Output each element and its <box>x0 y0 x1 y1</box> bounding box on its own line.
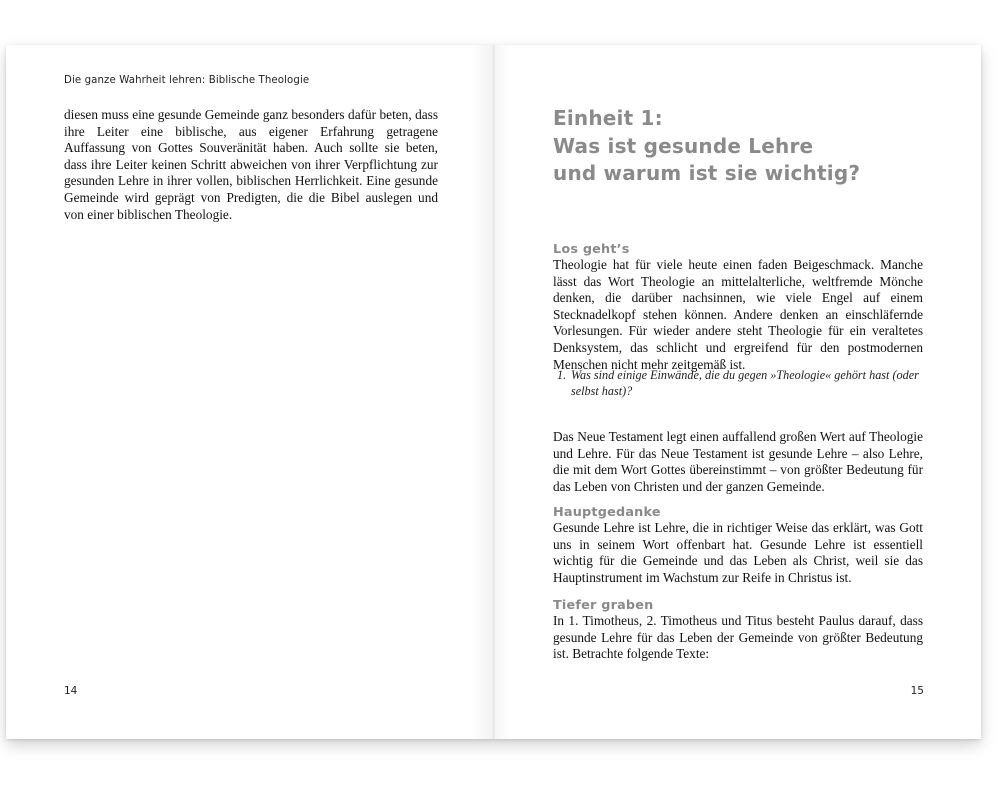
question-text <box>553 367 923 399</box>
left-body <box>64 107 438 223</box>
chapter-title-line: Was ist gesunde Lehre <box>553 133 814 158</box>
section-paragraph: Das Neue Testament legt einen auffallend großen Wert auf Theologie und Lehre. Für das Neue Testament ist gesunde Lehre – also Lehre, die mit dem Wort Gottes übereinstimmt – von größter Bedeutung für das Leben von Christen und der ganzen Gemeinde. <box>553 429 923 494</box>
question-number: 1. <box>557 368 567 382</box>
question-1 <box>553 367 923 399</box>
section-heading: Tiefer graben <box>553 598 654 613</box>
section-heading: Los geht’s <box>553 242 630 257</box>
section-paragraph: Gesunde Lehre ist Lehre, die in richtiger Weise das erklärt, was Gott uns in seinem Wort offenbart hat. Gesunde Lehre ist essentiell wichtig für die Gemeinde und das Leben als Christ, weil sie das Hauptinstrument im Wachstum zur Reife in Christus ist. <box>553 520 923 585</box>
section-paragraph: Theologie hat für viele heute einen faden Beigeschmack. Manche lässt das Wort Theologie an mittelalterliche, weltfremde Mönche denken, die darüber nachsinnen, wie viele Engel auf einem Stecknadelkopf stehen können. Andere denken an einschläfernde Vorlesungen. Für wieder andere steht Theologie für ein veraltetes Denksystem, das schlicht und ergreifend für den postmodernen Menschen nicht mehr zeitgemäß ist. <box>553 257 923 372</box>
gutter-shadow <box>495 45 509 739</box>
section-hauptgedanke <box>553 505 923 586</box>
question-body: Was sind einige Einwände, die du gegen »Theologie« gehört hast (oder selbst hast)? <box>571 368 919 398</box>
page-number-left: 14 <box>64 685 78 697</box>
section-body-2 <box>553 429 923 495</box>
chapter-title-line: Einheit 1: <box>553 106 663 130</box>
section-paragraph: In 1. Timotheus, 2. Timotheus und Titus besteht Paulus darauf, dass gesunde Lehre für das Leben der Gemeinde von größter Bedeutung ist. Betrachte folgende Texte: <box>553 613 923 662</box>
section-tiefer-graben <box>553 598 923 663</box>
chapter-title-line: und warum ist sie wichtig? <box>553 161 861 185</box>
section-los-gehts <box>553 242 923 373</box>
book-spread <box>6 45 981 739</box>
chapter-title <box>553 105 933 188</box>
running-head: Die ganze Wahrheit lehren: Biblische Theologie <box>64 75 310 86</box>
left-body-paragraph: diesen muss eine gesunde Gemeinde ganz besonders dafür beten, dass ihre Leiter eine biblische, aus eigener Erfahrung getragene Auffassung von Gottes Souveränität haben. Auch sollte sie beten, dass ihre Leiter keinen Schritt abweichen von ihrer Verpflichtung zur gesunden Lehre in ihrer vollen, biblischen Herrlichkeit. Eine gesunde Gemeinde wird geprägt von Predigten, die die Bibel auslegen und von einer biblischen Theologie. <box>64 107 438 222</box>
page-number-right: 15 <box>910 685 924 697</box>
gutter-shadow <box>471 45 493 739</box>
right-page <box>494 45 981 739</box>
section-heading: Hauptgedanke <box>553 505 661 520</box>
left-page <box>6 45 494 739</box>
